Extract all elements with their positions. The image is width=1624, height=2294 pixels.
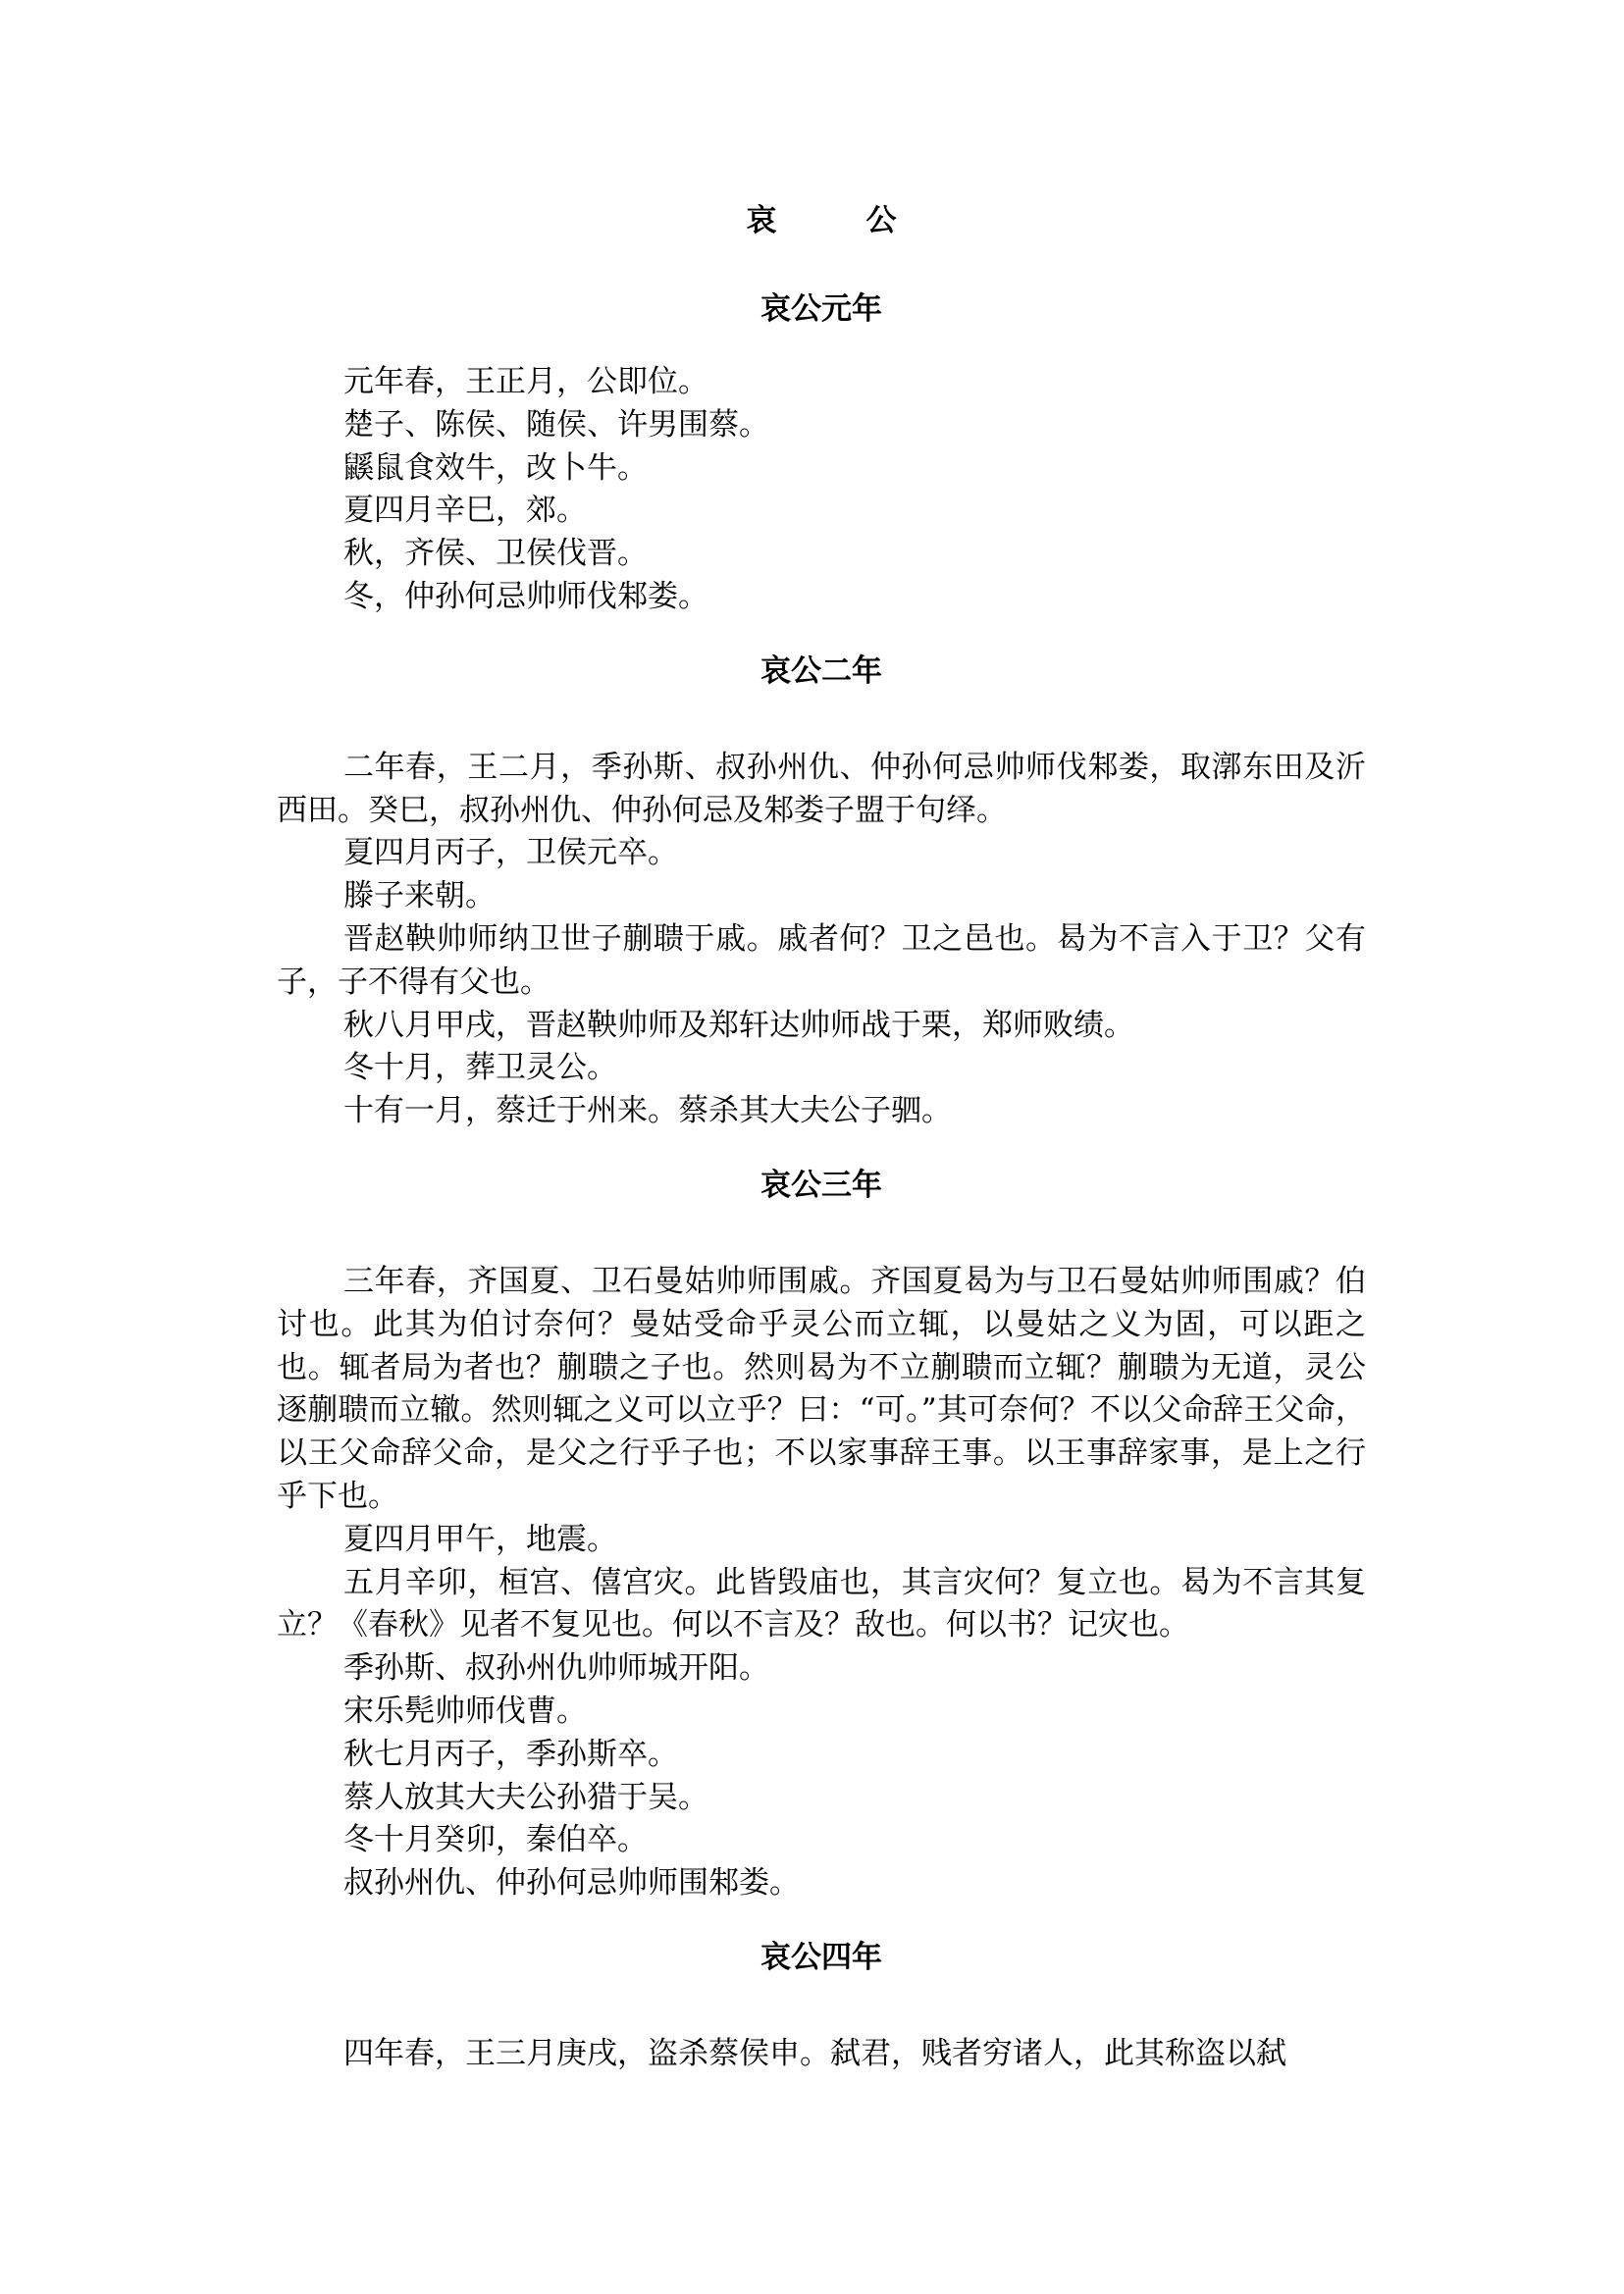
- section-year-2: [277, 647, 1366, 1133]
- paragraph: 冬十月癸卯，秦伯卒。: [343, 1822, 648, 1858]
- paragraph: 夏四月甲午，地震。: [343, 1521, 617, 1557]
- paragraph: 夏四月丙子，卫侯元卒。: [343, 835, 678, 871]
- paragraph: 冬十月，葬卫灵公。: [343, 1050, 617, 1086]
- paragraph: 元年春，王正月，公即位。: [343, 364, 708, 399]
- paragraph: 宋乐髡帅师伐曹。: [343, 1693, 587, 1729]
- paragraph: 十有一月，蔡迁于州来。蔡杀其大夫公子驷。: [343, 1093, 952, 1129]
- paragraph: 冬，仲孙何忌帅师伐邾娄。: [343, 578, 708, 614]
- document-title: 哀 公: [746, 203, 926, 238]
- paragraph: 夏四月辛巳，郊。: [343, 493, 587, 529]
- document-page: [277, 196, 1366, 2104]
- section-heading: 哀公三年: [760, 1167, 882, 1203]
- paragraph: 三年春，齐国夏、卫石曼姑帅师围戚。齐国夏曷为与卫石曼姑帅师围戚？伯讨也。此其为伯讨奈何？曼姑受命乎灵公而立辄，以曼姑之义为固，可以距之也。辄者局为者也？蒯聩之子也。然则曷为不立蒯聩而立辄？蒯聩为无道，灵公逐蒯聩而立辙。然则辄之义可以立乎？曰：“可。”其可奈何？不以父命辞王父命，以王父命辞父命，是父之行乎子也；不以家事辞王事。以王事辞家事，是上之行乎下也。: [277, 1263, 1366, 1514]
- paragraph: 四年春，王三月庚戌，盗杀蔡侯申。弑君，贱者穷诸人，此其称盗以弑: [343, 2035, 1286, 2071]
- paragraph: 晋赵鞅帅师纳卫世子蒯聩于戚。戚者何？卫之邑也。曷为不言入于卫？父有子，子不得有父也。: [277, 920, 1366, 1000]
- section-year-1: [277, 285, 1366, 619]
- section-year-4: [277, 1933, 1366, 2076]
- paragraph: 滕子来朝。: [343, 878, 496, 914]
- paragraph: 二年春，王二月，季孙斯、叔孙州仇、仲孙何忌帅师伐邾娄，取漷东田及沂西田。癸巳，叔孙州仇、仲孙何忌及邾娄子盟于句绎。: [277, 749, 1366, 828]
- paragraph: 五月辛卯，桓宫、僖宫灾。此皆毁庙也，其言灾何？复立也。曷为不言其复立？《春秋》见者不复见也。何以不言及？敌也。何以书？记灾也。: [277, 1564, 1366, 1643]
- paragraph: 鼷鼠食效牛，改卜牛。: [343, 449, 648, 486]
- section-heading: 哀公二年: [760, 652, 882, 689]
- paragraph: 楚子、陈侯、随侯、许男围蔡。: [343, 406, 769, 443]
- paragraph: 秋，齐侯、卫侯伐晋。: [343, 536, 648, 572]
- paragraph: 叔孙州仇、仲孙何忌帅师围邾娄。: [343, 1865, 800, 1902]
- section-year-3: [277, 1161, 1366, 1905]
- paragraph: 秋七月丙子，季孙斯卒。: [343, 1736, 678, 1772]
- paragraph: 蔡人放其大夫公孙猎于吴。: [343, 1779, 708, 1815]
- section-heading: 哀公四年: [760, 1939, 882, 1975]
- section-heading: 哀公元年: [760, 291, 882, 327]
- paragraph: 秋八月甲戌，晋赵鞅帅师及郑轩达帅师战于栗，郑师败绩。: [343, 1007, 1134, 1043]
- paragraph: 季孙斯、叔孙州仇帅师城开阳。: [343, 1650, 769, 1687]
